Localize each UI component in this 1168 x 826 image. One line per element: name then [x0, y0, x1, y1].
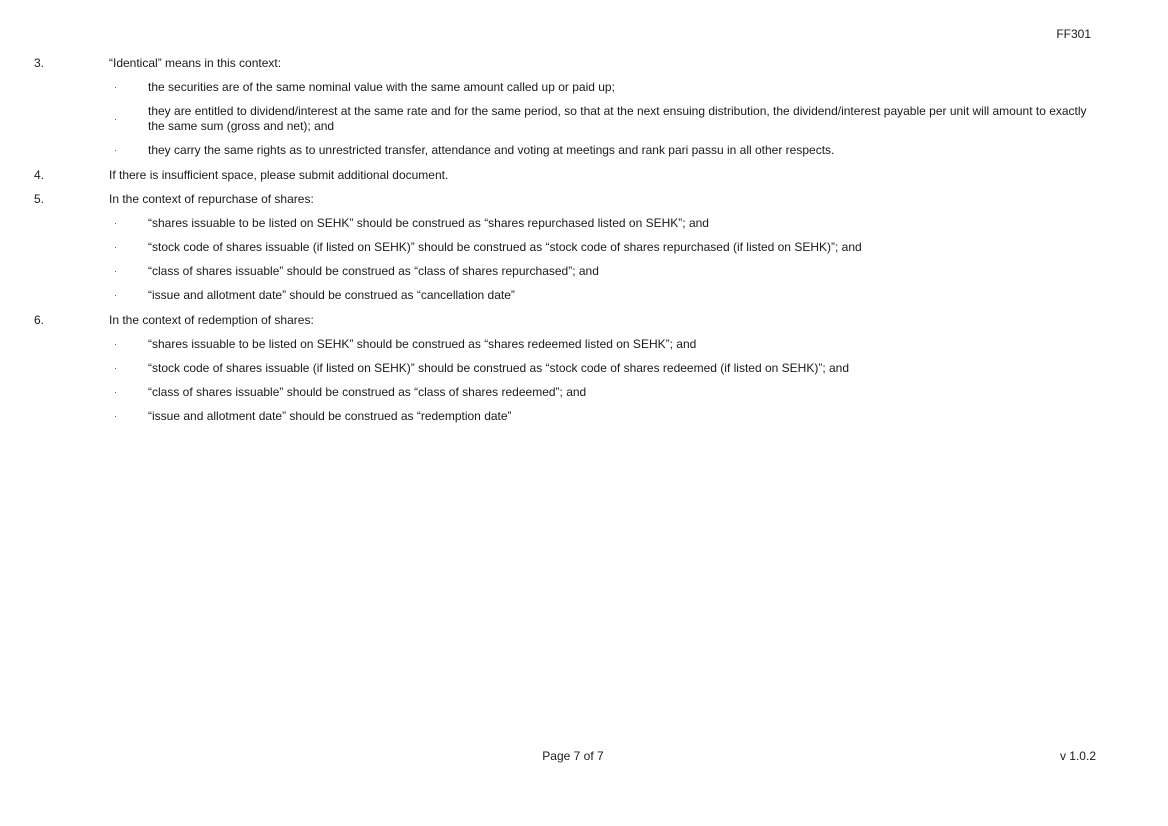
list-item	[114, 104, 1094, 134]
list-item	[114, 240, 1094, 255]
list-item	[114, 80, 1094, 95]
note-number: 4.	[34, 168, 45, 182]
bullet-text: they carry the same rights as to unrestricted transfer, attendance and voting at meetings and rank pari passu in all other respects.	[148, 143, 835, 157]
note-heading	[34, 168, 1094, 182]
bullet-icon: ·	[114, 363, 117, 373]
bullet-text: the securities are of the same nominal value with the same amount called up or paid up;	[148, 80, 615, 94]
bullet-list	[34, 80, 1094, 158]
bullet-list	[34, 216, 1094, 303]
bullet-text: “class of shares issuable” should be construed as “class of shares repurchased”; and	[148, 264, 599, 278]
note-text: If there is insufficient space, please submit additional document.	[109, 168, 449, 182]
note-number: 6.	[34, 313, 45, 327]
note-item	[34, 313, 1094, 424]
bullet-text: “stock code of shares issuable (if listed on SEHK)” should be construed as “stock code of shares redeemed (if listed on SEHK)”; and	[148, 361, 850, 375]
note-item	[34, 168, 1094, 182]
note-number: 3.	[34, 56, 45, 70]
bullet-text: “stock code of shares issuable (if listed on SEHK)” should be construed as “stock code of shares repurchased (if listed on SEHK)”; and	[148, 240, 862, 254]
bullet-text: they are entitled to dividend/interest at the same rate and for the same period, so that at the next ensuing distribution, the dividend/interest payable per unit will amount to exactly the same sum (gross and net); and	[148, 104, 1087, 133]
bullet-icon: ·	[114, 218, 117, 228]
bullet-icon: ·	[114, 113, 117, 124]
list-item	[114, 143, 1094, 158]
notes-list	[34, 56, 1094, 424]
bullet-text: “shares issuable to be listed on SEHK” should be construed as “shares redeemed listed on SEHK”; and	[148, 337, 697, 351]
bullet-list	[34, 337, 1094, 424]
bullet-text: “class of shares issuable” should be construed as “class of shares redeemed”; and	[148, 385, 587, 399]
bullet-icon: ·	[114, 387, 117, 397]
bullet-icon: ·	[114, 411, 117, 421]
note-item	[34, 192, 1094, 303]
note-number: 5.	[34, 192, 45, 206]
list-item	[114, 216, 1094, 231]
note-heading	[34, 56, 1094, 70]
list-item	[114, 288, 1094, 303]
note-text: In the context of redemption of shares:	[109, 313, 314, 327]
list-item	[114, 337, 1094, 352]
note-heading	[34, 192, 1094, 206]
list-item	[114, 264, 1094, 279]
form-code: FF301	[1056, 27, 1091, 41]
list-item	[114, 361, 1094, 376]
bullet-text: “issue and allotment date” should be construed as “cancellation date”	[148, 288, 515, 302]
page-number: Page 7 of 7	[542, 749, 604, 763]
list-item	[114, 409, 1094, 424]
bullet-icon: ·	[114, 242, 117, 252]
note-heading	[34, 313, 1094, 327]
note-text: In the context of repurchase of shares:	[109, 192, 314, 206]
version-label: v 1.0.2	[1059, 749, 1096, 763]
note-text: “Identical” means in this context:	[109, 56, 282, 70]
note-item	[34, 56, 1094, 158]
bullet-icon: ·	[114, 266, 117, 276]
bullet-icon: ·	[114, 339, 117, 349]
list-item	[114, 385, 1094, 400]
bullet-icon: ·	[114, 82, 117, 92]
bullet-text: “issue and allotment date” should be construed as “redemption date”	[148, 409, 512, 423]
bullet-icon: ·	[114, 145, 117, 155]
bullet-icon: ·	[114, 290, 117, 300]
bullet-text: “shares issuable to be listed on SEHK” should be construed as “shares repurchased listed on SEHK”; and	[148, 216, 709, 230]
